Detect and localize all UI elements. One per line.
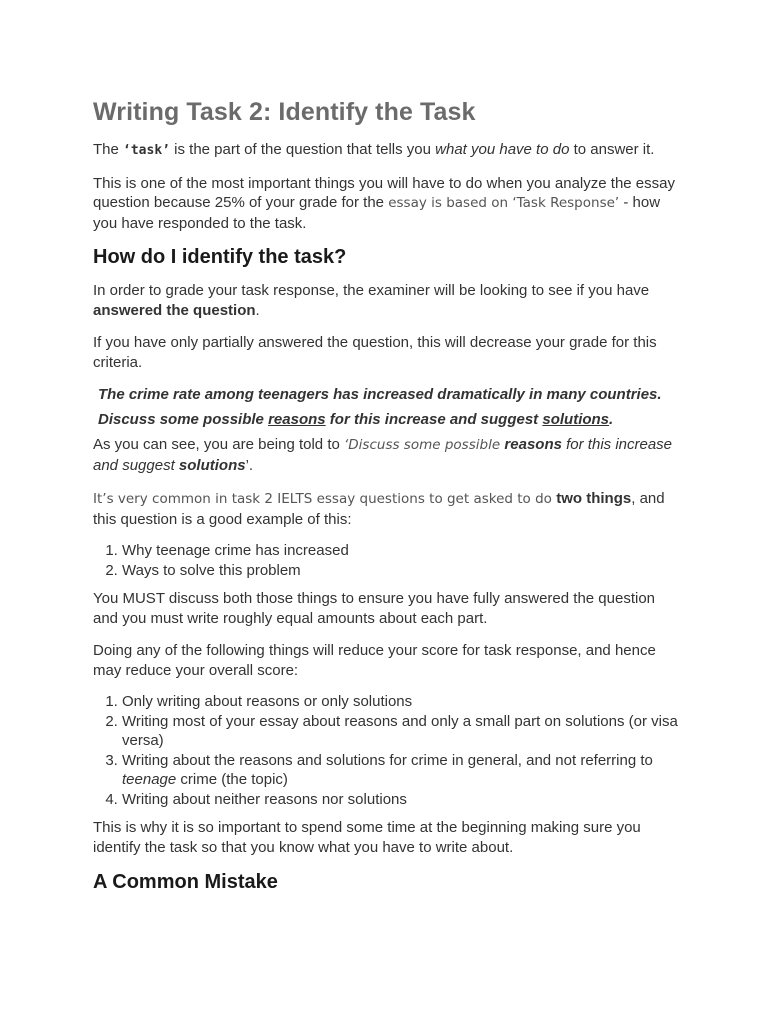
solutions-keyword: solutions	[542, 410, 610, 428]
reduce-score-paragraph: Doing any of the following things will reduce your score for task response, and hence may reduce your overall score:	[93, 642, 656, 679]
grading-text: In order to grade your task response, the examiner will be looking to see if you have	[93, 282, 650, 299]
reasons-quote-keyword: reasons	[504, 436, 562, 453]
question-text: .	[609, 410, 614, 428]
page-title: Writing Task 2: Identify the Task	[93, 98, 476, 126]
question-line-1: The crime rate among teenagers has increased dramatically in many countries.	[98, 386, 662, 403]
answered-question-phrase: answered the question	[93, 301, 256, 319]
intro-paragraph	[93, 140, 683, 161]
question-text: Discuss some possible	[98, 410, 269, 428]
essay-question-block	[93, 385, 683, 429]
list-item: 1. Only writing about reasons or only solutions	[122, 692, 683, 712]
intro-emphasis: what you have to do	[435, 141, 570, 158]
solutions-quote-keyword: solutions	[178, 456, 246, 474]
importance-text: This is one of the most important things you will have to do when you analyze the essay question because 25% of your grade for the	[93, 174, 675, 211]
quote-text: ‘Discuss some possible	[344, 437, 505, 453]
intro-text: The	[93, 141, 124, 158]
list-item: 4. Writing about neither reasons nor solutions	[122, 790, 683, 810]
must-discuss-paragraph: You MUST discuss both those things to ensure you have fully answered the question and you must write roughly equal amounts about each part.	[93, 590, 656, 627]
two-things-text: It’s very common in task 2 IELTS essay questions to get asked to do	[93, 491, 557, 507]
two-things-text: , and this question is a good example of this:	[93, 490, 665, 528]
mistakes-list	[93, 692, 683, 809]
two-things-paragraph	[93, 489, 683, 529]
partial-answer-paragraph: If you have only partially answered the question, this will decrease your grade for this criteria.	[93, 334, 657, 371]
list-item: 2. Ways to solve this problem	[122, 561, 683, 581]
list-item: 1. Why teenage crime has increased	[122, 541, 683, 561]
grading-paragraph	[93, 281, 683, 320]
question-line-2	[98, 410, 683, 430]
two-things-phrase: two things	[556, 490, 632, 507]
importance-text: - how you have responded to the task.	[93, 194, 661, 232]
teenage-emphasis: teenage	[122, 771, 177, 788]
importance-paragraph	[93, 174, 683, 234]
section-heading-identify: How do I identify the task?	[93, 246, 347, 268]
list-item-text: crime (the topic)	[176, 771, 288, 788]
grading-text: .	[255, 301, 260, 319]
list-item	[122, 751, 683, 790]
document-body	[93, 96, 683, 895]
told-to-paragraph	[93, 435, 683, 475]
question-text: for this increase and suggest	[325, 410, 543, 428]
list-item: 2. Writing most of your essay about reasons and only a small part on solutions (or visa versa)	[122, 712, 683, 751]
intro-text: to answer it.	[569, 141, 655, 158]
task-parts-list	[93, 541, 683, 580]
quote-text: for this increase and suggest	[93, 436, 673, 474]
task-term: ‘task’	[123, 143, 170, 158]
intro-text: is the part of the question that tells you	[169, 141, 436, 158]
task-response-phrase: essay is based on ‘Task Response’	[388, 195, 620, 211]
told-to-text: As you can see, you are being told to	[93, 436, 344, 453]
section-heading-mistake: A Common Mistake	[93, 871, 278, 893]
reasons-keyword: reasons	[268, 410, 326, 428]
quote-text: ’.	[245, 456, 254, 474]
conclusion-paragraph: This is why it is so important to spend some time at the beginning making sure you identify the task so that you know what you have to write about.	[93, 819, 641, 856]
list-item-text: Writing about the reasons and solutions for crime in general, and not referring to	[122, 751, 653, 769]
